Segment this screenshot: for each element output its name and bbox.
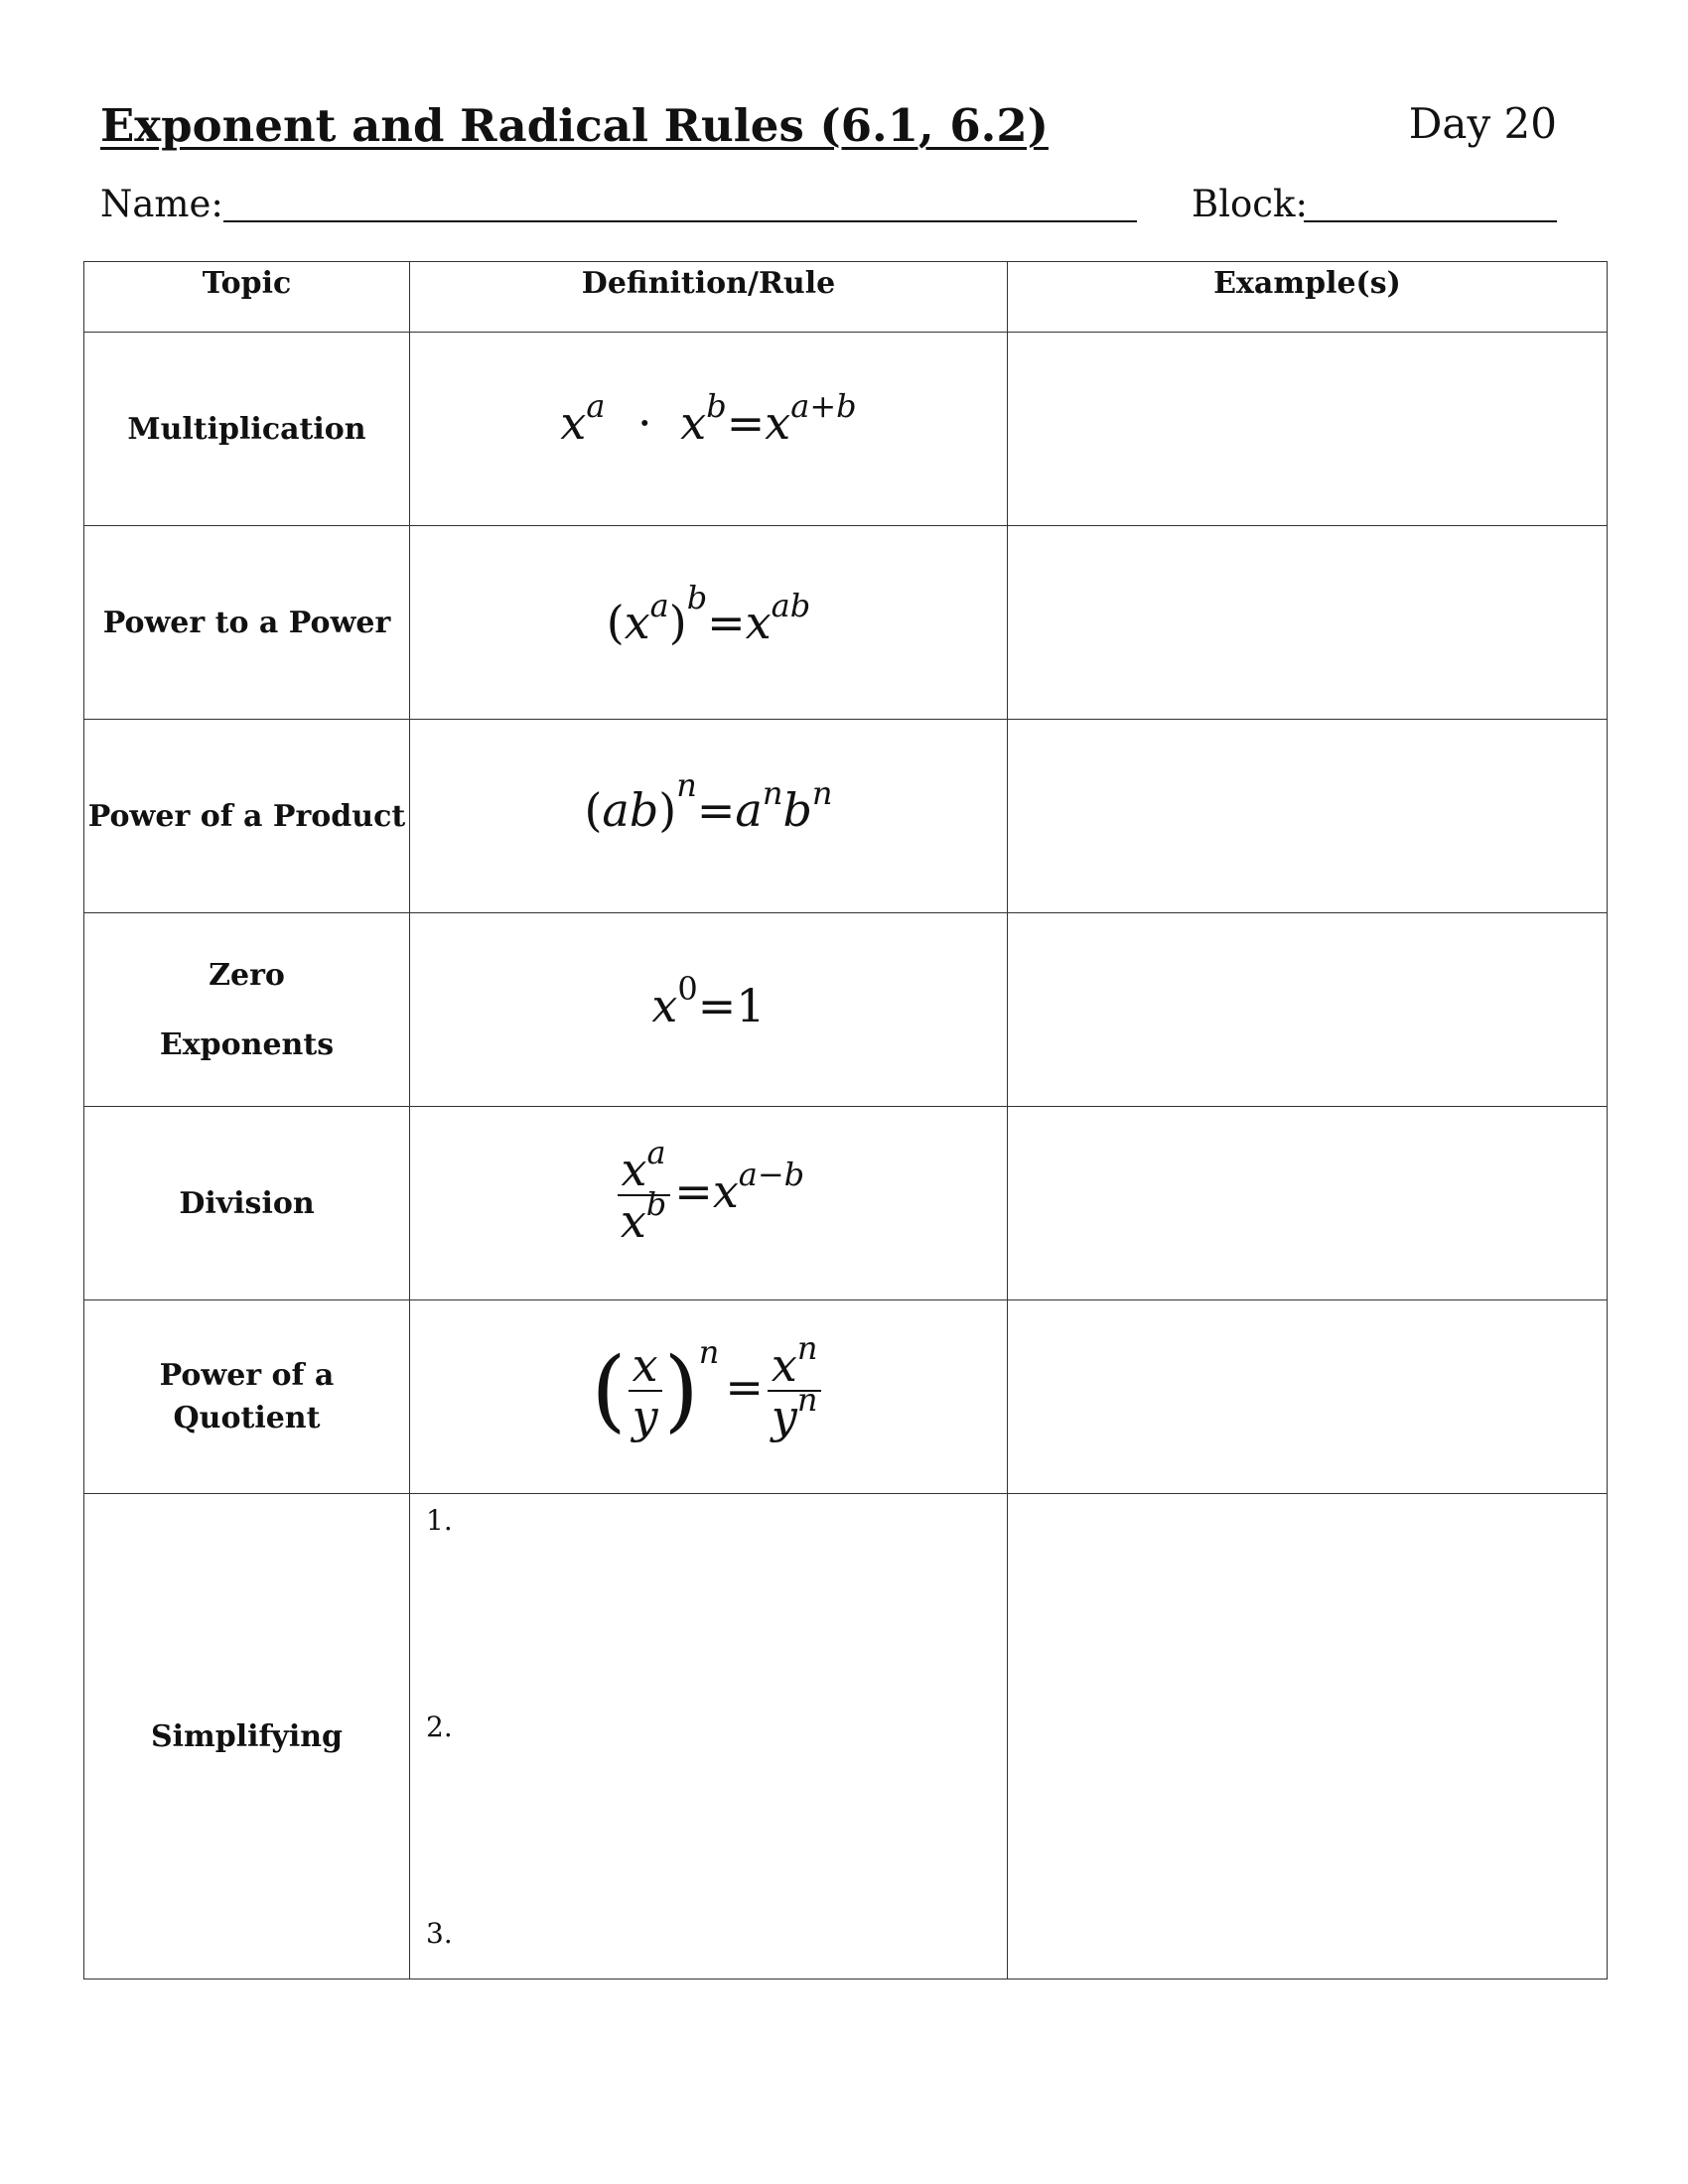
example-cell[interactable] [1008,1107,1608,1300]
header-examples: Example(s) [1008,262,1608,333]
list-item-1: 1. [426,1504,453,1537]
rules-table [83,261,1608,1979]
topic-power-of-a-quotient: Power of a Quotient [84,1300,410,1494]
table-row [84,333,1608,526]
rule-zero-exponents: $x^0=1$ [410,913,1008,1107]
topic-zero-exponents: Zero Exponents [84,913,410,1107]
topic-power-of-a-product: Power of a Product [84,720,410,913]
list-item-2: 2. [426,1710,453,1743]
block-label: Block: [1192,183,1308,225]
rule-power-of-a-product: $(ab)^n=a^nb^n$ [410,720,1008,913]
header-topic: Topic [84,262,410,333]
rule-multiplication: $x^a \cdot x^b=x^{a+b}$ [410,333,1008,526]
table-header-row [84,262,1608,333]
table-row [84,913,1608,1107]
example-cell[interactable] [1008,1494,1608,1979]
table-row [84,1494,1608,1979]
table-row [84,1300,1608,1494]
example-cell[interactable] [1008,1300,1608,1494]
topic-power-to-a-power: Power to a Power [84,526,410,720]
header-definition-rule: Definition/Rule [410,262,1008,333]
name-label: Name: [100,183,223,225]
example-cell[interactable] [1008,526,1608,720]
rule-power-of-a-quotient: ( $\frac{x}{y}$ )$^n$= $\frac{x^n}{y^n}$ [410,1300,1008,1494]
example-cell[interactable] [1008,333,1608,526]
example-cell[interactable] [1008,913,1608,1107]
page-title: Exponent and Radical Rules (6.1, 6.2) [100,99,1049,152]
table-row [84,1107,1608,1300]
table-row [84,720,1608,913]
simplifying-list-cell[interactable] [410,1494,1008,1979]
topic-simplifying: Simplifying [84,1494,410,1979]
example-cell[interactable] [1008,720,1608,913]
name-field-line[interactable] [223,220,1137,222]
topic-multiplication: Multiplication [84,333,410,526]
rule-division: $\frac{x^a}{x^b}$ $=x^{a-b}$ [410,1107,1008,1300]
block-field-line[interactable] [1304,220,1557,222]
rule-power-to-a-power: $(x^a)^b=x^{ab}$ [410,526,1008,720]
day-label: Day 20 [1408,99,1557,148]
topic-division: Division [84,1107,410,1300]
list-item-3: 3. [426,1917,453,1950]
table-row [84,526,1608,720]
